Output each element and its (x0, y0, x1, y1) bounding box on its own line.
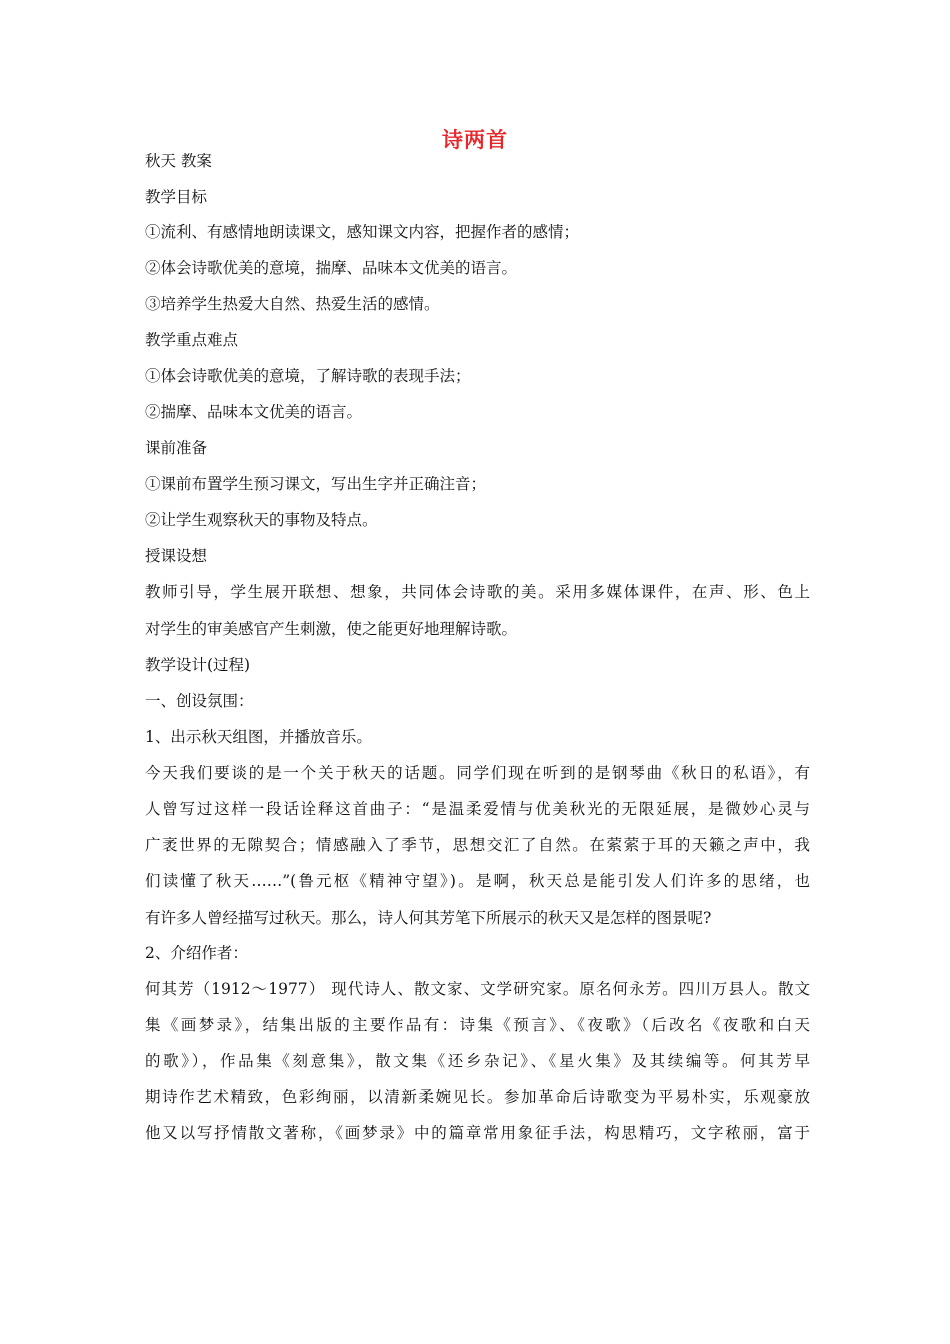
text-line: ③培养学生热爱大自然、热爱生活的感情。 (145, 295, 440, 313)
text-line: 集《画梦录》，结集出版的主要作品有：诗集《预言》、《夜歌》（后改名《夜歌和白天 (145, 1016, 810, 1034)
text-line: 期诗作艺术精致，色彩绚丽，以清新柔婉见长。参加革命后诗歌变为平易朴实，乐观豪放 (145, 1088, 810, 1106)
text-line: ①流利、有感情地朗读课文，感知课文内容，把握作者的感情； (145, 223, 580, 241)
text-line: 今天我们要谈的是一个关于秋天的话题。同学们现在听到的是钢琴曲《秋日的私语》，有 (145, 764, 810, 782)
text-line: 他又以写抒情散文著称，《画梦录》中的篇章常用象征手法，构思精巧，文字秾丽，富于 (145, 1124, 810, 1142)
text-line: ②揣摩、品味本文优美的语言。 (145, 403, 363, 421)
document-title: 诗两首 (442, 128, 508, 152)
text-line: 教学设计(过程) (145, 656, 251, 674)
text-line: 们读懂了秋天……”(鲁元枢《精神守望》)。是啊，秋天总是能引发人们许多的思绪，也 (145, 872, 810, 890)
text-line: 人曾写过这样一段话诠释这首曲子：“是温柔爱情与优美秋光的无限延展，是微妙心灵与 (145, 800, 810, 818)
text-line: 广袤世界的无隙契合；情感融入了季节，思想交汇了自然。在萦萦于耳的天籁之声中，我 (145, 836, 810, 854)
text-line: ②让学生观察秋天的事物及特点。 (145, 511, 378, 529)
text-line: 一、创设氛围： (145, 692, 254, 710)
text-line: 教师引导，学生展开联想、想象，共同体会诗歌的美。采用多媒体课件，在声、形、色上 (145, 583, 810, 601)
text-line: 秋天 教案 (145, 152, 212, 170)
text-line: 教学重点难点 (145, 331, 239, 349)
text-line: 授课设想 (145, 547, 208, 565)
text-line: 课前准备 (145, 439, 208, 457)
text-line: ②体会诗歌优美的意境，揣摩、品味本文优美的语言。 (145, 259, 518, 277)
text-line: 1、出示秋天组图，并播放音乐。 (145, 728, 372, 746)
text-line: 有许多人曾经描写过秋天。那么，诗人何其芳笔下所展示的秋天又是怎样的图景呢? (145, 909, 712, 927)
text-line: 的歌》），作品集《刻意集》，散文集《还乡杂记》、《星火集》及其续编等。何其芳早 (145, 1052, 810, 1070)
text-line: ①体会诗歌优美的意境，了解诗歌的表现手法； (145, 367, 471, 385)
text-line: 教学目标 (145, 188, 208, 206)
text-line: 2、介绍作者： (145, 944, 248, 962)
text-line: 对学生的审美感官产生刺激，使之能更好地理解诗歌。 (145, 620, 518, 638)
text-line: 何其芳（1912～1977） 现代诗人、散文家、文学研究家。原名何永芳。四川万县人。散文 (145, 980, 810, 998)
text-line: ①课前布置学生预习课文，写出生字并正确注音； (145, 475, 487, 493)
